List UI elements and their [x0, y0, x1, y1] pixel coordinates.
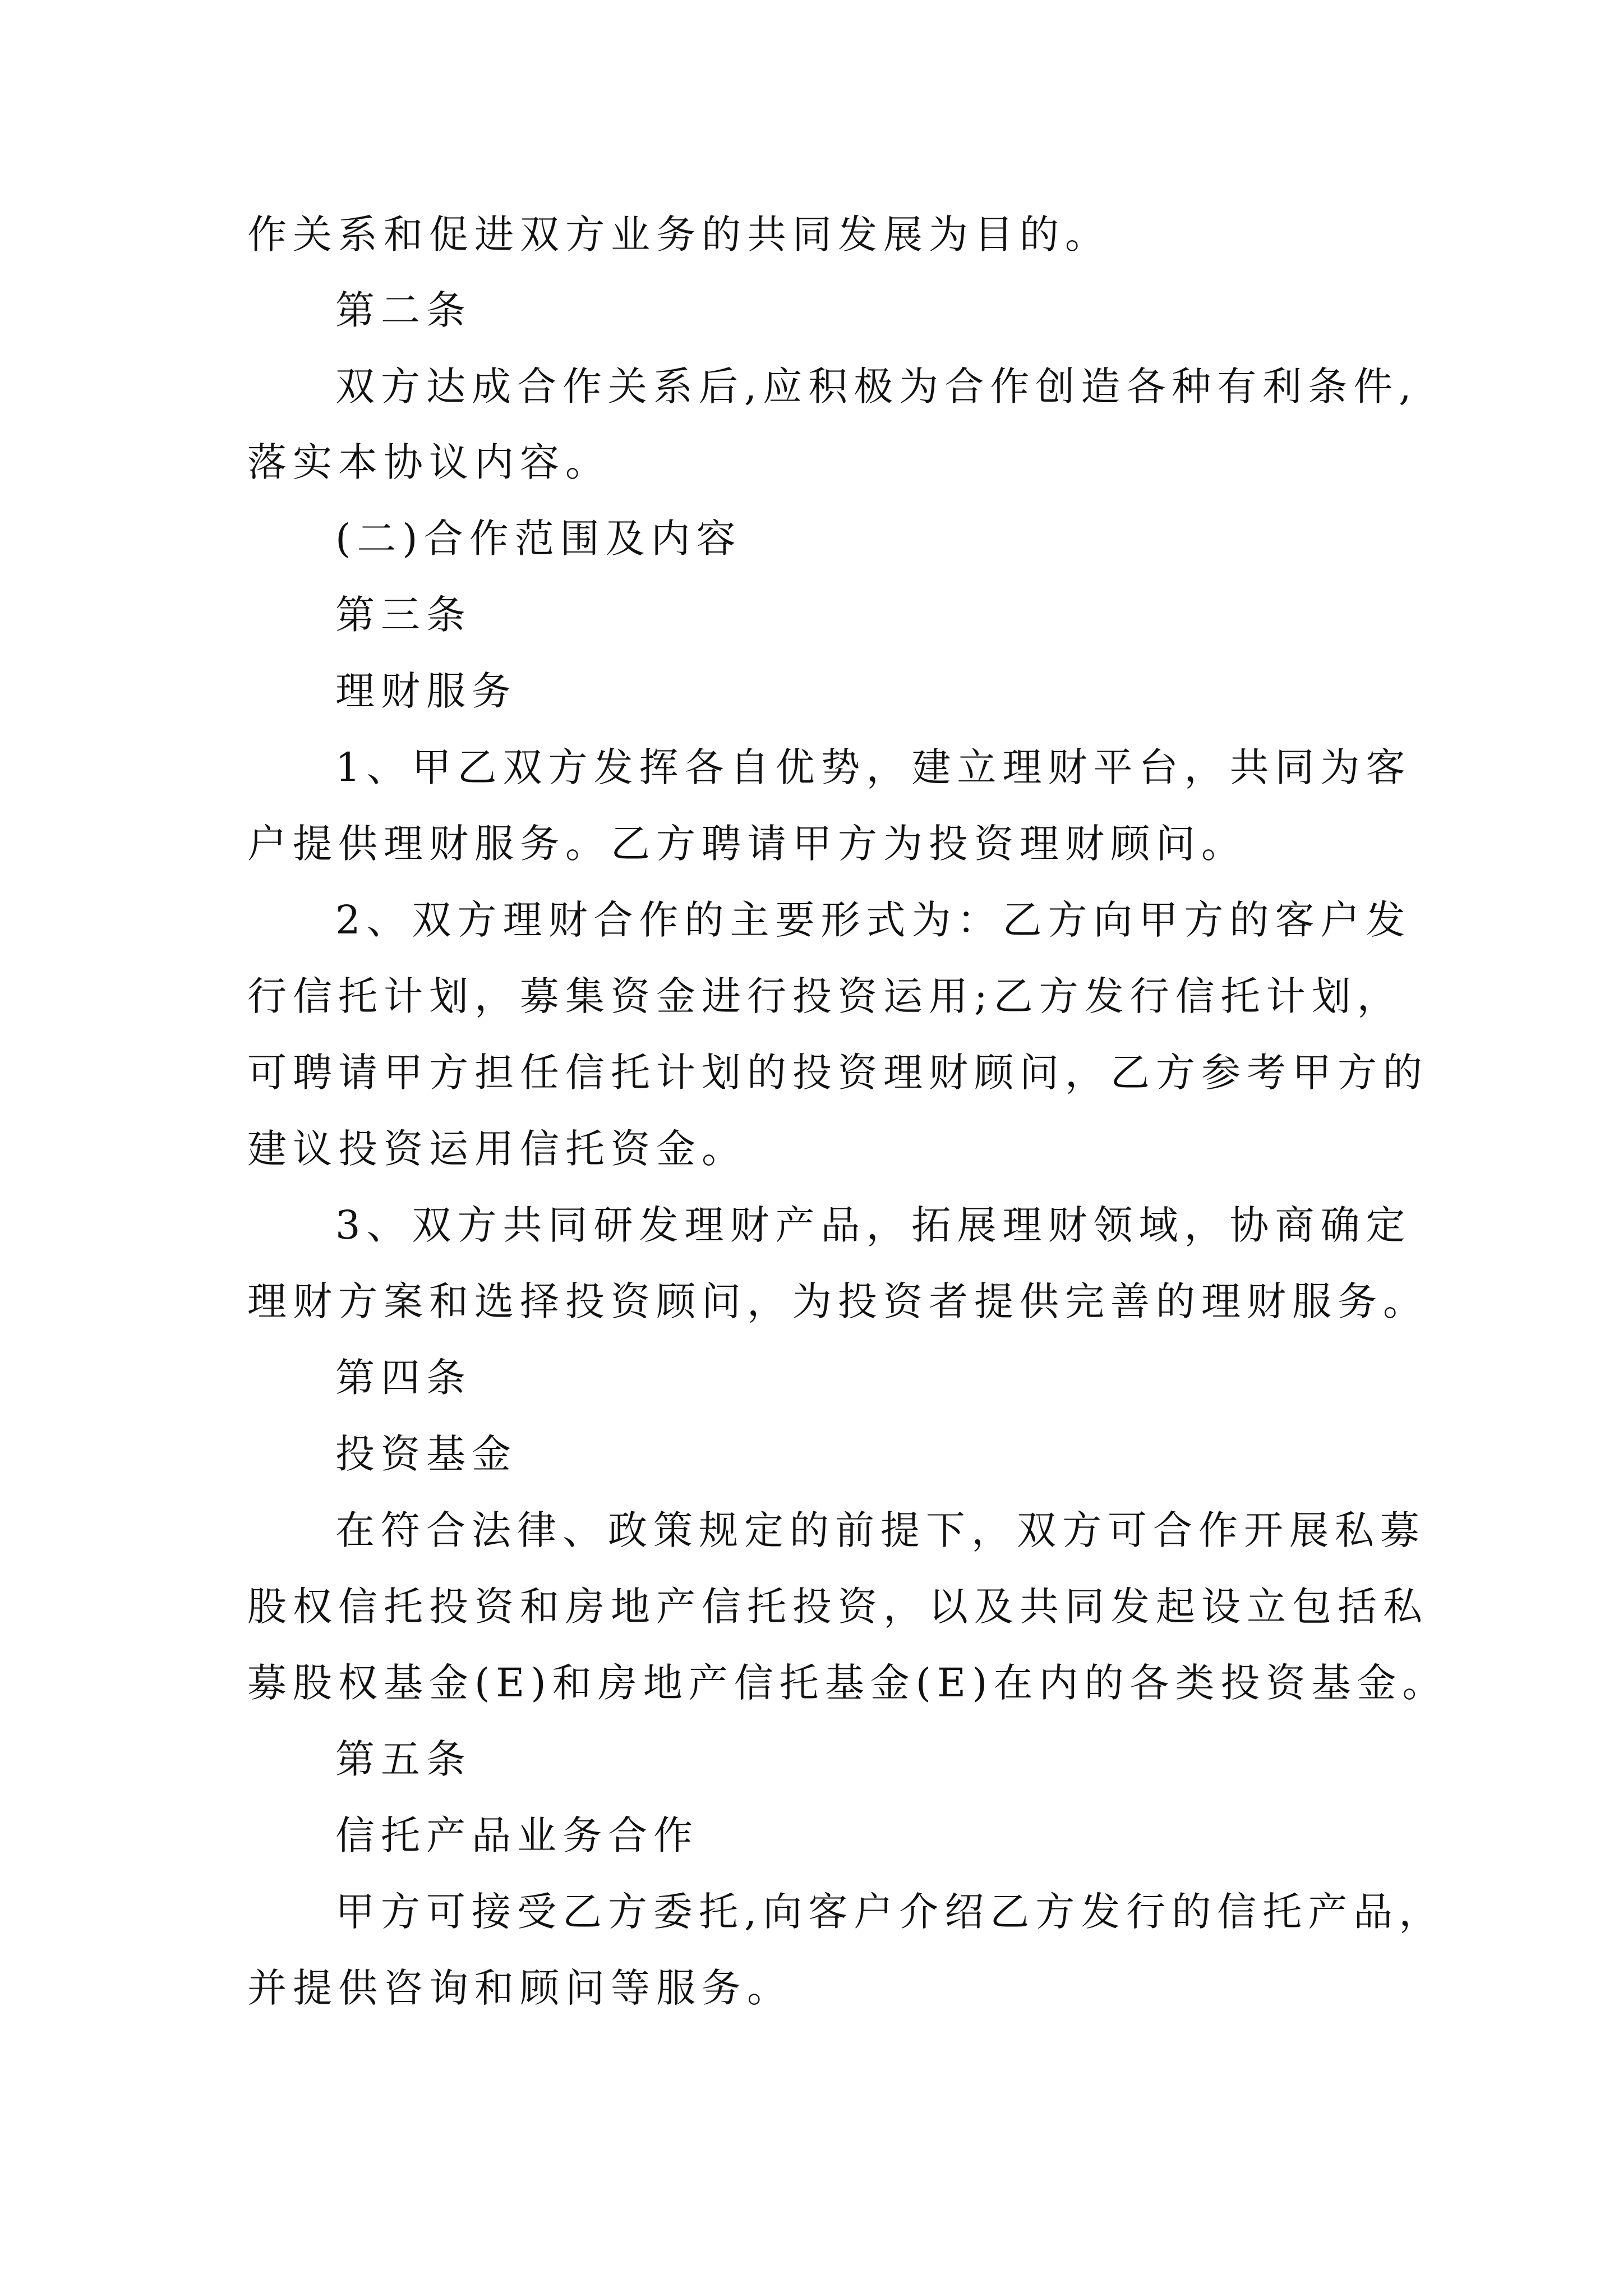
article-heading-3: 第三条	[335, 592, 472, 638]
subheading-financial-services: 理财服务	[335, 668, 517, 714]
paragraph-line-12: 可聘请甲方担任信托计划的投资理财顾问，乙方参考甲方的	[247, 1050, 1428, 1096]
paragraph-line-14: 3、双方共同研发理财产品，拓展理财领域，协商确定	[335, 1202, 1412, 1248]
paragraph-line-9: 户提供理财服务。乙方聘请甲方为投资理财顾问。	[247, 821, 1247, 867]
paragraph-line-20: 募股权基金(E)和房地产信托基金(E)在内的各类投资基金。	[247, 1660, 1448, 1706]
subheading-trust-products: 信托产品业务合作	[335, 1812, 699, 1858]
paragraph-line-10: 2、双方理财合作的主要形式为：乙方向甲方的客户发	[335, 897, 1412, 943]
paragraph-line-1: 作关系和促进双方业务的共同发展为目的。	[247, 211, 1110, 257]
paragraph-line-13: 建议投资运用信托资金。	[247, 1126, 747, 1172]
paragraph-line-23: 甲方可接受乙方委托,向客户介绍乙方发行的信托产品，	[335, 1889, 1445, 1935]
paragraph-line-18: 在符合法律、政策规定的前提下，双方可合作开展私募	[335, 1507, 1426, 1553]
paragraph-line-15: 理财方案和选择投资顾问，为投资者提供完善的理财服务。	[247, 1278, 1428, 1324]
paragraph-line-4: 落实本协议内容。	[247, 439, 611, 485]
paragraph-line-24: 并提供咨询和顾问等服务。	[247, 1965, 792, 2011]
paragraph-line-11: 行信托计划，募集资金进行投资运用;乙方发行信托计划，	[247, 973, 1403, 1019]
article-heading-2: 第二条	[335, 287, 472, 333]
article-heading-4: 第四条	[335, 1355, 472, 1401]
paragraph-line-8: 1、甲乙双方发挥各自优势，建立理财平台，共同为客	[335, 744, 1412, 790]
article-heading-5: 第五条	[335, 1736, 472, 1782]
paragraph-line-19: 股权信托投资和房地产信托投资，以及共同发起设立包括私	[247, 1584, 1428, 1630]
section-heading-scope: (二)合作范围及内容	[335, 516, 742, 562]
subheading-investment-fund: 投资基金	[335, 1431, 517, 1477]
paragraph-line-3: 双方达成合作关系后,应积极为合作创造各种有利条件,	[335, 364, 1418, 409]
